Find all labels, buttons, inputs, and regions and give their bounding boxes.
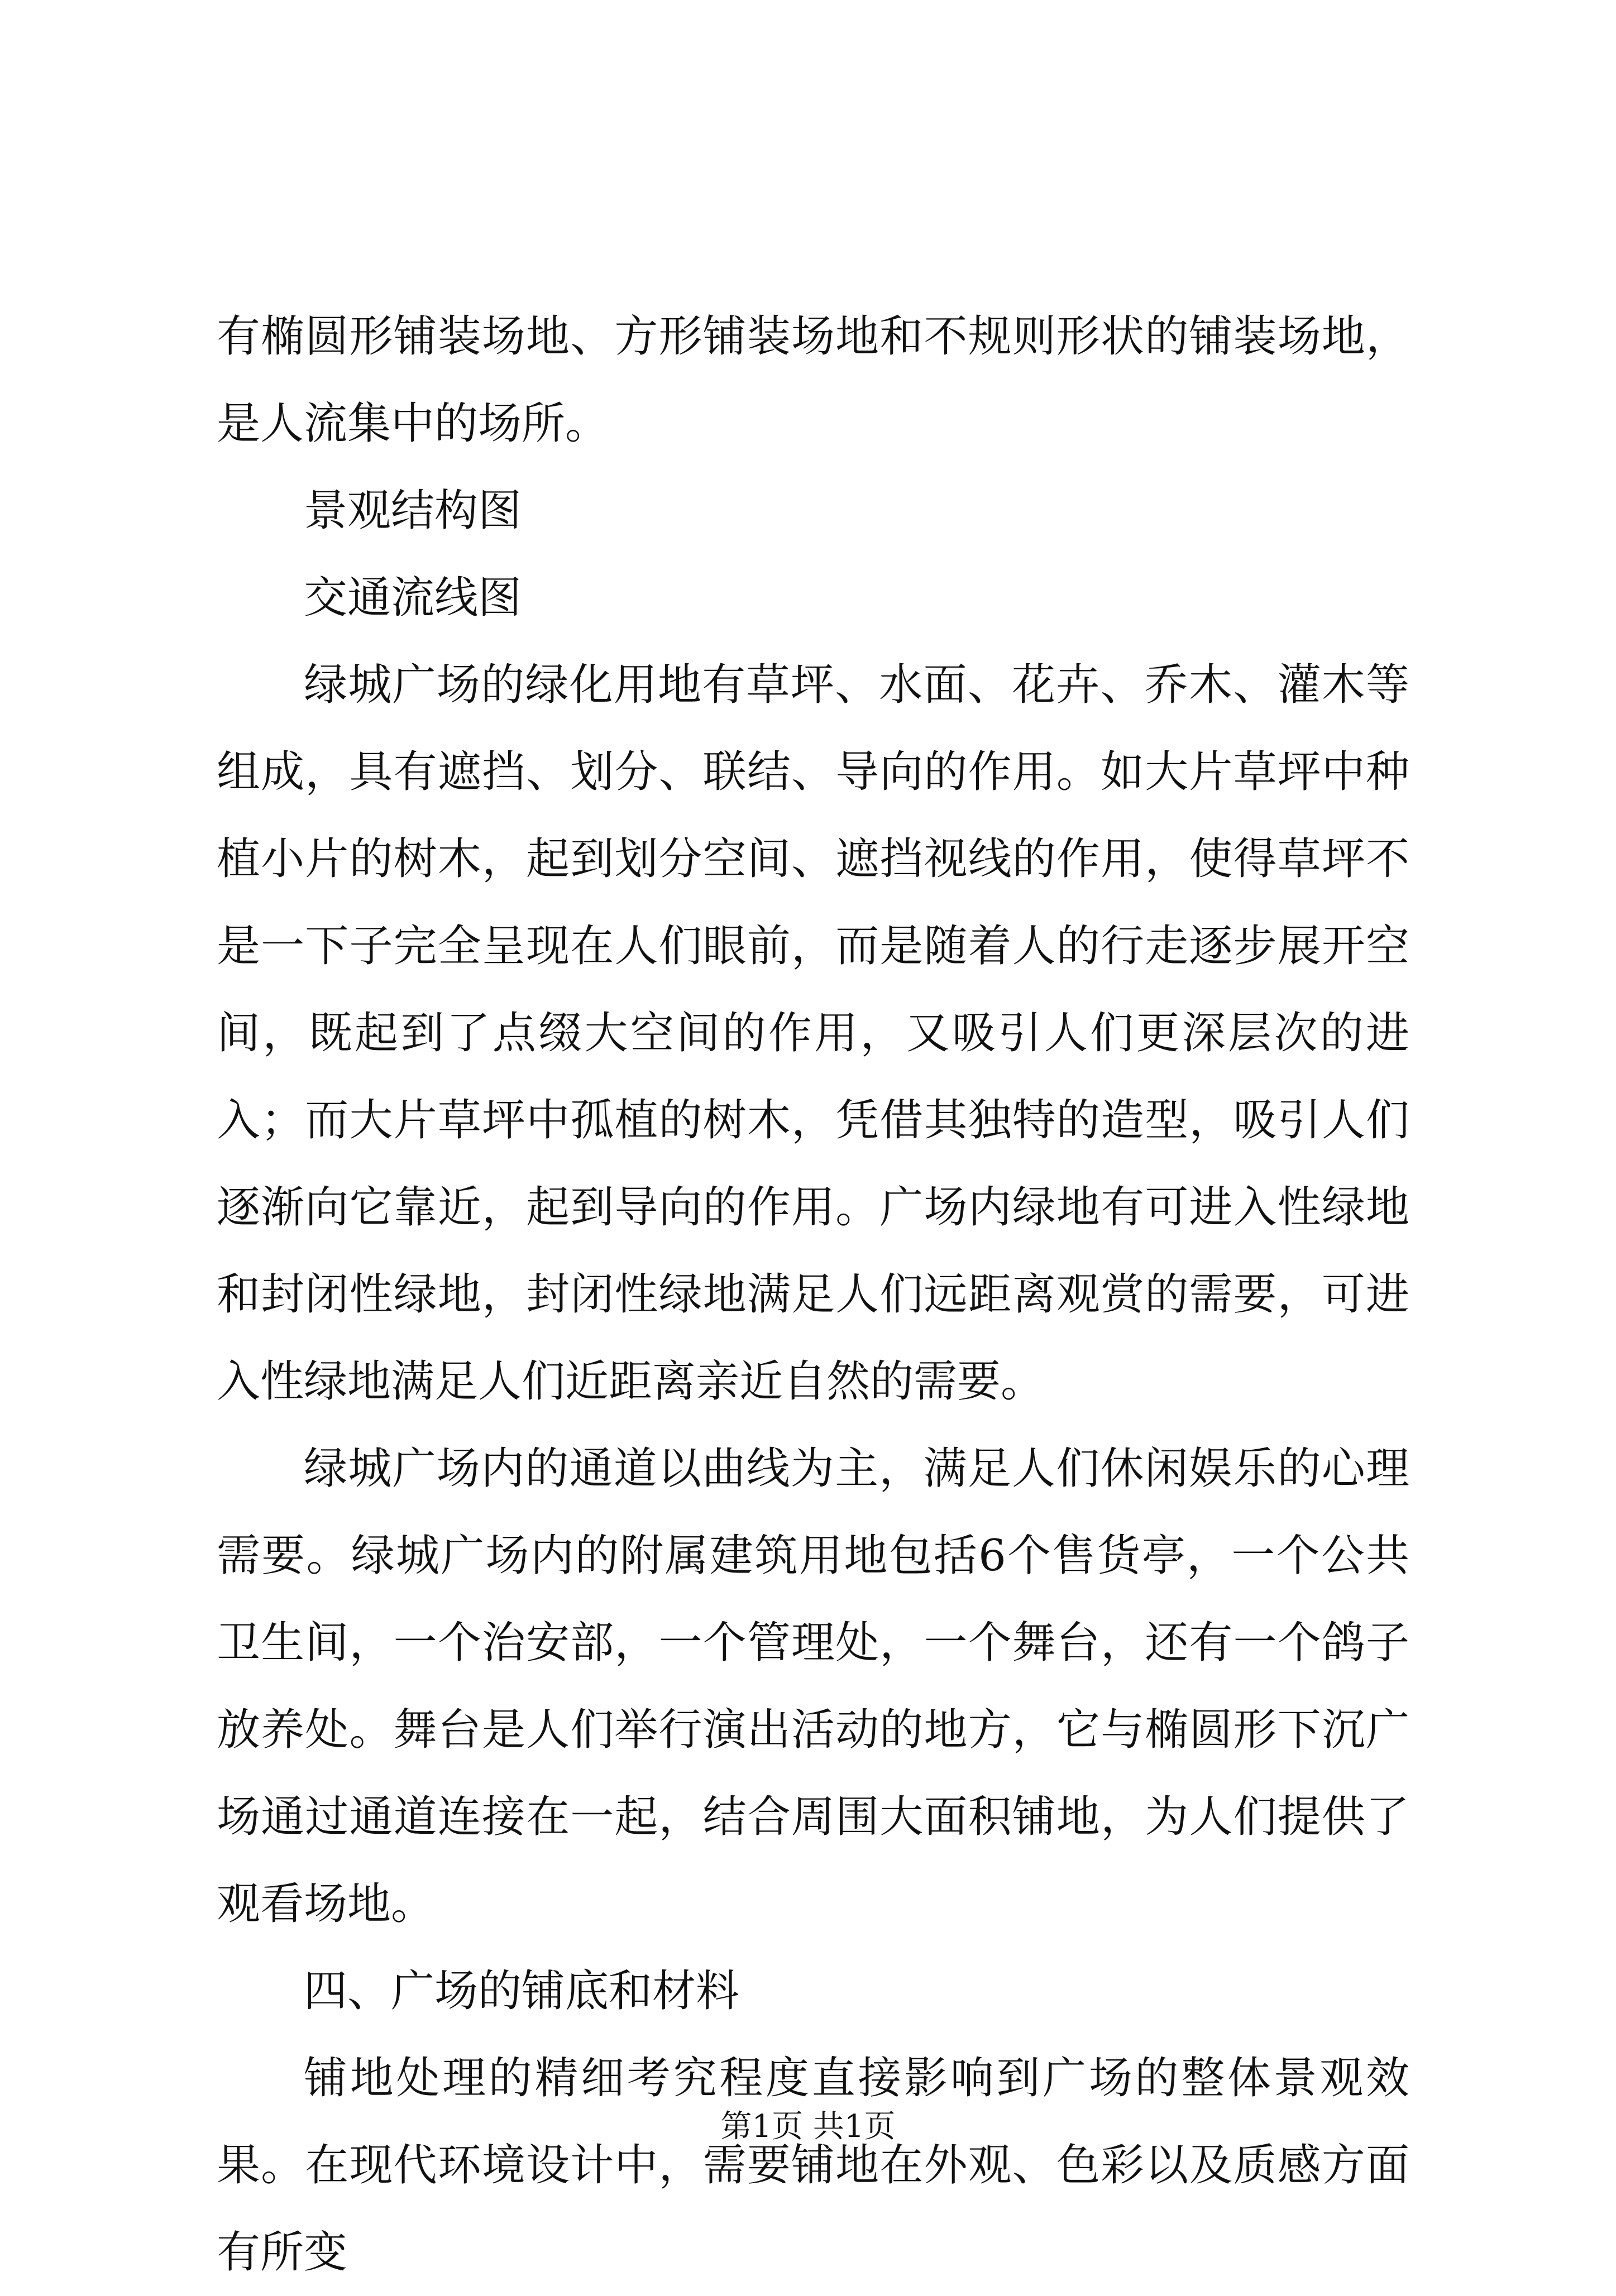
paragraph-greenery: 绿城广场的绿化用地有草坪、水面、花卉、乔木、灌木等组成，具有遮挡、划分、联结、导向的作用。如大片草坪中种植小片的树木，起到划分空间、遮挡视线的作用，使得草坪不是一下子完全呈现在人们眼前，而是随着人的行走逐步展开空间，既起到了点缀大空间的作用，又吸引人们更深层次的进入；而大片草坪中孤植的树木，凭借其独特的造型，吸引人们逐渐向它靠近，起到导向的作用。广场内绿地有可进入性绿地和封闭性绿地，封闭性绿地满足人们远距离观赏的需要，可进入性绿地满足人们近距离亲近自然的需要。 (217, 660, 1409, 1407)
figure-caption-traffic-flow: 交通流线图 (304, 573, 522, 623)
figure-caption-landscape-structure: 景观结构图 (304, 486, 522, 536)
section-heading-paving: 四、广场的铺底和材料 (304, 1966, 740, 2016)
paragraph-continuation: 有椭圆形铺装场地、方形铺装场地和不规则形状的铺装场地，是人流集中的场所。 (217, 311, 1409, 449)
page-number-footer: 第1页 共1页 (720, 2108, 896, 2145)
document-body (217, 293, 1409, 2296)
paragraph-paths-buildings: 绿城广场内的通道以曲线为主，满足人们休闲娱乐的心理需要。绿城广场内的附属建筑用地包括6个售货亭，一个公共卫生间，一个治安部，一个管理处，一个舞台，还有一个鸽子放养处。舞台是人们举行演出活动的地方，它与椭圆形下沉广场通过通道连接在一起，结合周围大面积铺地，为人们提供了观看场地。 (217, 1444, 1409, 1929)
paragraph-paving: 铺地处理的精细考究程度直接影响到广场的整体景观效果。在现代环境设计中，需要铺地在外观、色彩以及质感方面有所变 (217, 2053, 1409, 2278)
